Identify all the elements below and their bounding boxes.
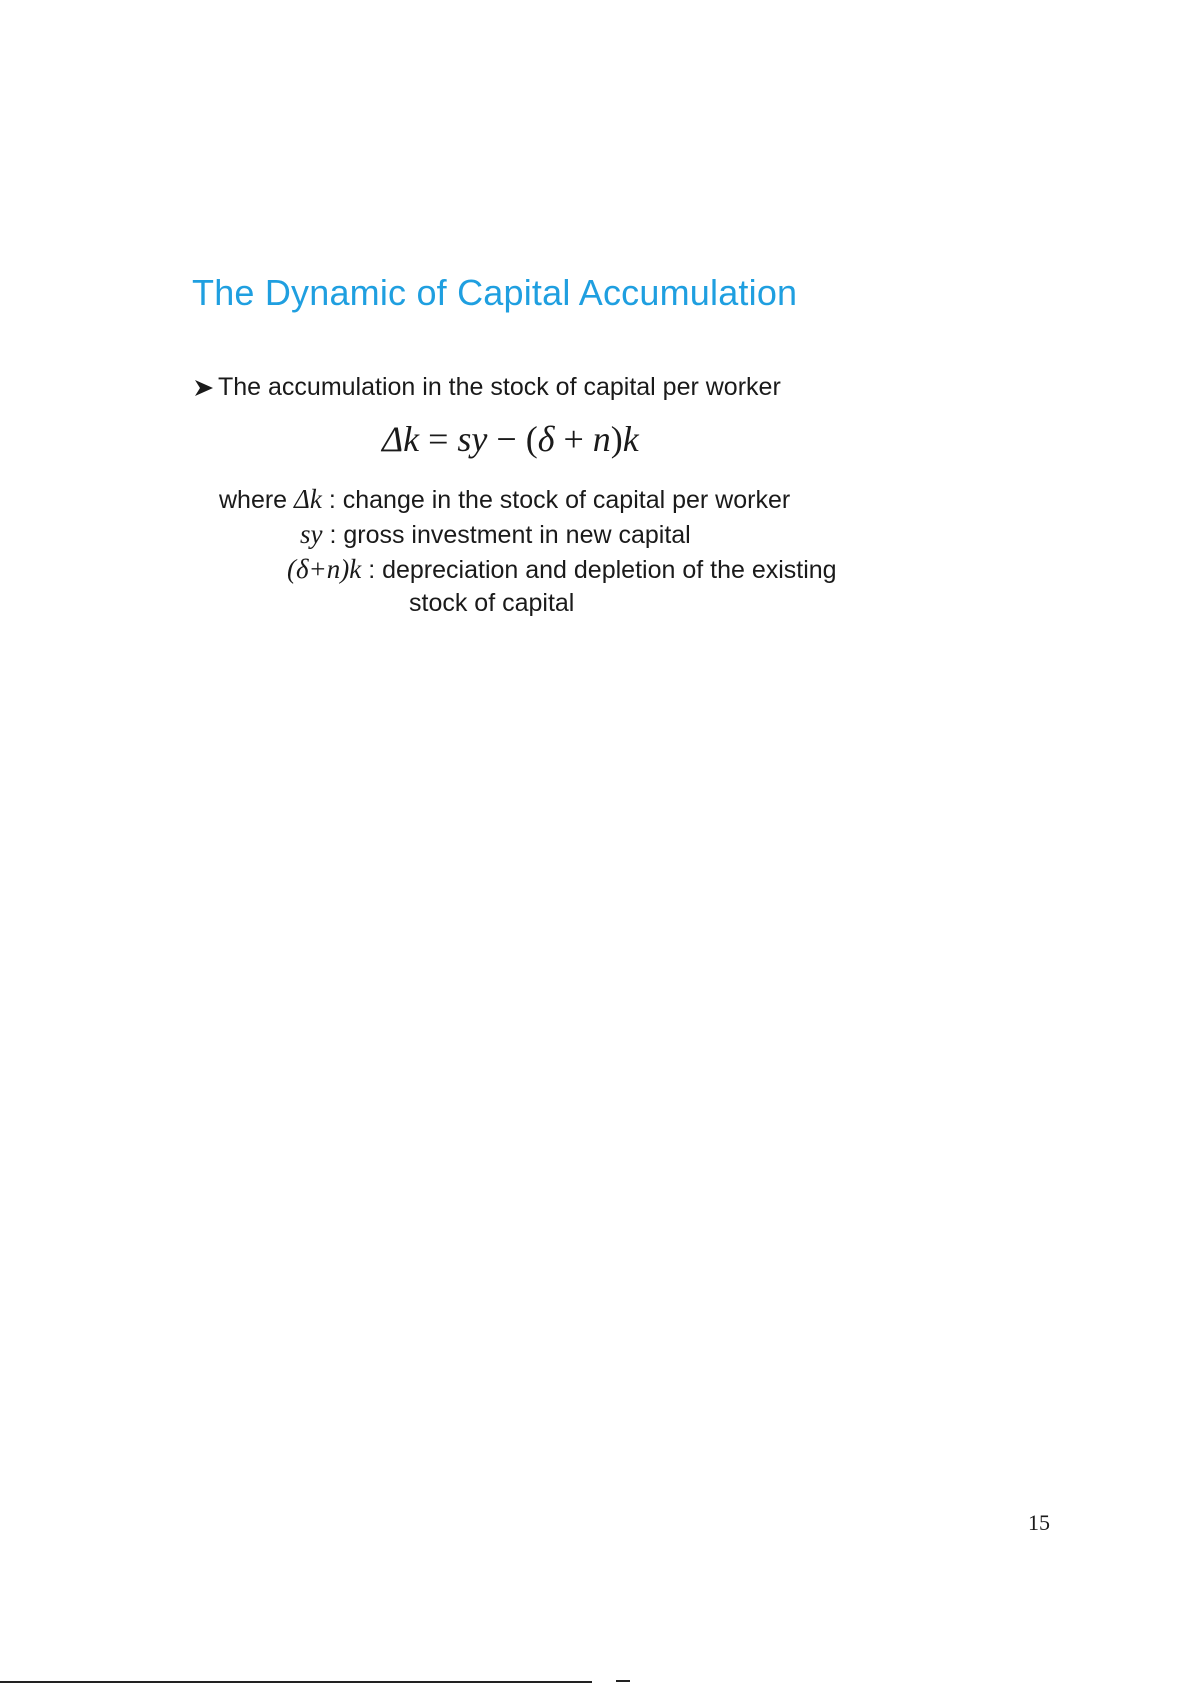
definition-text: stock of capital bbox=[409, 589, 575, 617]
footer-rule bbox=[0, 1681, 592, 1683]
page-title: The Dynamic of Capital Accumulation bbox=[192, 272, 798, 313]
definition-text: : change in the stock of capital per worker bbox=[328, 486, 791, 514]
equation-k: k bbox=[622, 419, 639, 459]
bullet-text: The accumulation in the stock of capital per worker bbox=[218, 373, 781, 401]
definition-continuation bbox=[409, 589, 574, 618]
equation-open-paren: ( bbox=[525, 419, 538, 459]
equation-delta: δ bbox=[537, 419, 555, 459]
definition-prefix: where bbox=[219, 486, 288, 514]
equation-close-paren: ) bbox=[610, 419, 623, 459]
bullet-item bbox=[194, 373, 781, 402]
capital-accumulation-equation bbox=[382, 418, 639, 460]
equation-equals: = bbox=[428, 419, 449, 459]
equation-lhs: Δk bbox=[382, 419, 420, 459]
equation-n: n bbox=[592, 419, 611, 459]
definition-text: : depreciation and depletion of the existing bbox=[368, 556, 837, 584]
definition-text: : gross investment in new capital bbox=[329, 521, 691, 549]
definition-depreciation bbox=[287, 554, 837, 585]
page-number: 15 bbox=[1028, 1510, 1050, 1535]
footer-mark bbox=[616, 1680, 630, 1682]
arrow-bullet-icon bbox=[194, 378, 214, 398]
definition-delta-k bbox=[219, 484, 790, 515]
equation-sy: sy bbox=[457, 419, 488, 459]
definition-symbol: Δk bbox=[294, 484, 322, 514]
equation-plus: + bbox=[563, 419, 584, 459]
definition-symbol: (δ+n)k bbox=[287, 554, 362, 584]
equation-minus: − bbox=[496, 419, 517, 459]
definition-sy bbox=[300, 519, 691, 550]
definition-symbol: sy bbox=[300, 519, 323, 549]
